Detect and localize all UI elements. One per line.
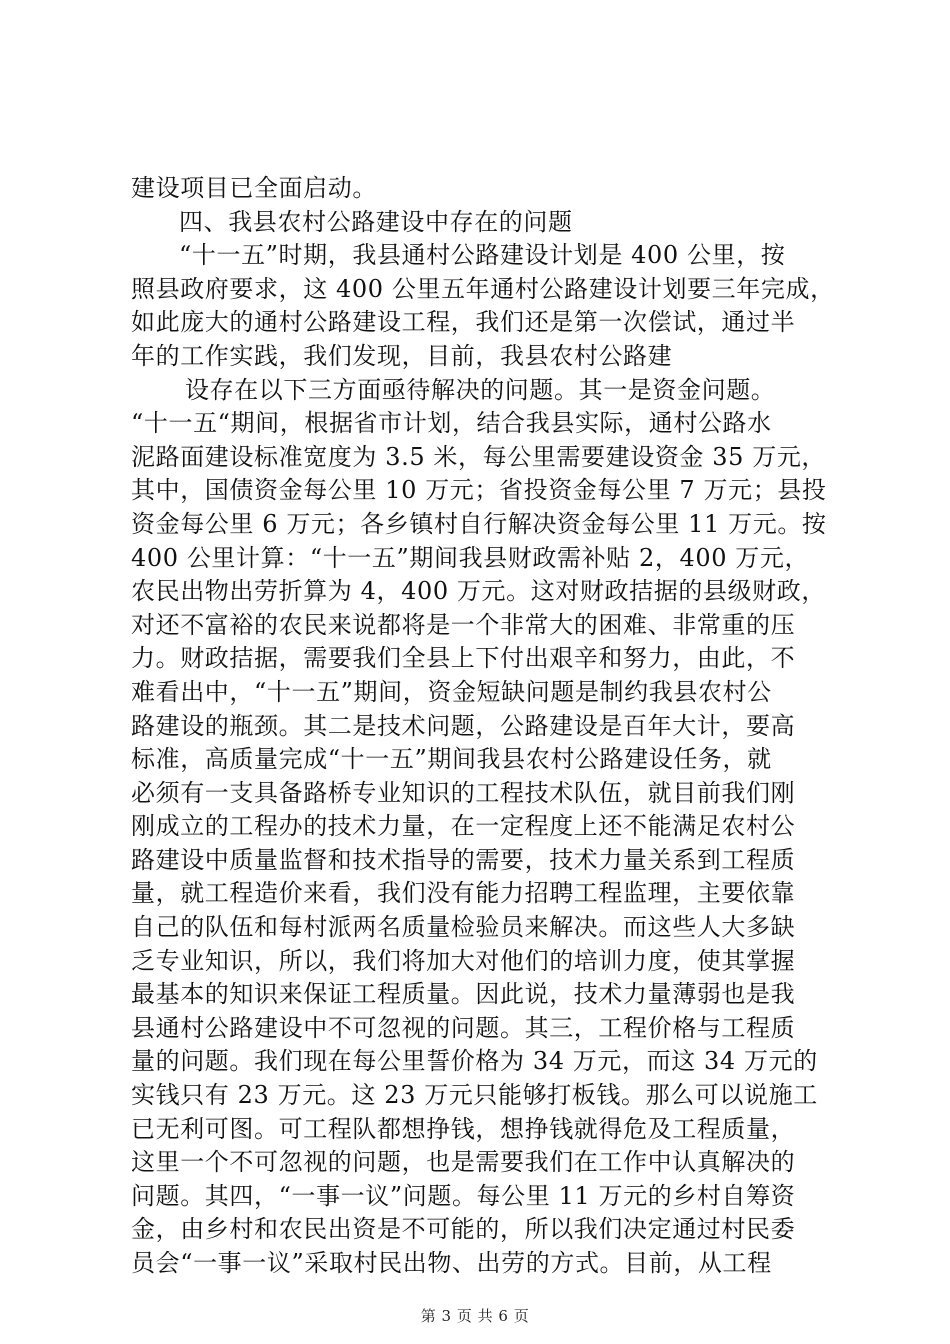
text-line: 刚成立的工程办的技术力量，在一定程度上还不能满足农村公: [131, 812, 796, 841]
page-footer: 第 3 页 共 6 页: [420, 1307, 530, 1325]
text-line: 这里一个不可忽视的问题，也是需要我们在工作中认真解决的: [131, 1148, 796, 1177]
text-line: 金，由乡村和农民出资是不可能的，所以我们决定通过村民委: [131, 1215, 796, 1244]
text-line: 路建设中质量监督和技术指导的需要，技术力量关系到工程质: [131, 845, 796, 874]
text-line: 力。财政拮据，需要我们全县上下付出艰辛和努力，由此，不: [131, 644, 796, 673]
text-line: 问题。其四，“一事一议”问题。每公里 11 万元的乡村自筹资: [131, 1181, 796, 1210]
body-text: [131, 172, 835, 1281]
text-line: 泥路面建设标准宽度为 3.5 米，每公里需要建设资金 35 万元，: [131, 442, 827, 471]
text-line: 量的问题。我们现在每公里誓价格为 34 万元，而这 34 万元的: [131, 1047, 818, 1076]
text-line: 员会“一事一议”采取村民出物、出劳的方式。目前，从工程: [131, 1249, 772, 1277]
text-line: 最基本的知识来保证工程质量。因此说，技术力量薄弱也是我: [131, 980, 796, 1009]
text-line: 已无利可图。可工程队都想挣钱，想挣钱就得危及工程质量，: [131, 1114, 796, 1143]
text-line: 自己的队伍和每村派两名质量检验员来解决。而这些人大多缺: [131, 913, 796, 942]
text-line: 县通村公路建设中不可忽视的问题。其三，工程价格与工程质: [131, 1013, 796, 1042]
text-line: “十一五”时期，我县通村公路建设计划是 400 公里，按: [179, 241, 786, 270]
text-line: 照县政府要求，这 400 公里五年通村公路建设计划要三年完成，: [131, 274, 835, 303]
text-line: 建设项目已全面启动。: [131, 174, 377, 202]
text-line: 其中，国债资金每公里 10 万元；省投资金每公里 7 万元；县投: [131, 476, 827, 505]
text-line: 量，就工程造价来看，我们没有能力招聘工程监理，主要依靠: [131, 879, 796, 908]
text-line: “十一五“期间，根据省市计划，结合我县实际，通村公路水: [131, 409, 772, 438]
text-line: 标准，高质量完成“十一五”期间我县农村公路建设任务，就: [131, 745, 772, 774]
section-heading: 四、我县农村公路建设中存在的问题: [179, 207, 573, 236]
text-line: 实钱只有 23 万元。这 23 万元只能够打板钱。那么可以说施工: [131, 1081, 818, 1110]
text-line: 难看出中，“十一五”期间，资金短缺问题是制约我县农村公: [131, 677, 772, 706]
text-line: 如此庞大的通村公路建设工程，我们还是第一次偿试，通过半: [131, 308, 796, 337]
text-line: 400 公里计算：“十一五”期间我县财政需补贴 2，400 万元，: [131, 543, 810, 572]
text-line: 年的工作实践，我们发现，目前，我县农村公路建: [131, 341, 673, 370]
text-line: 乏专业知识，所以，我们将加大对他们的培训力度，使其掌握: [131, 946, 796, 975]
text-line: 必须有一支具备路桥专业知识的工程技术队伍，就目前我们刚: [131, 778, 796, 807]
text-line: 资金每公里 6 万元；各乡镇村自行解决资金每公里 11 万元。按: [131, 509, 827, 538]
text-line: 对还不富裕的农民来说都将是一个非常大的困难、非常重的压: [131, 610, 796, 639]
text-line: 路建设的瓶颈。其二是技术问题，公路建设是百年大计，要高: [131, 711, 796, 740]
text-line: 农民出物出劳折算为 4，400 万元。这对财政拮据的县级财政，: [131, 577, 826, 606]
text-line: 设存在以下三方面亟待解决的问题。其一是资金问题。: [185, 375, 776, 404]
